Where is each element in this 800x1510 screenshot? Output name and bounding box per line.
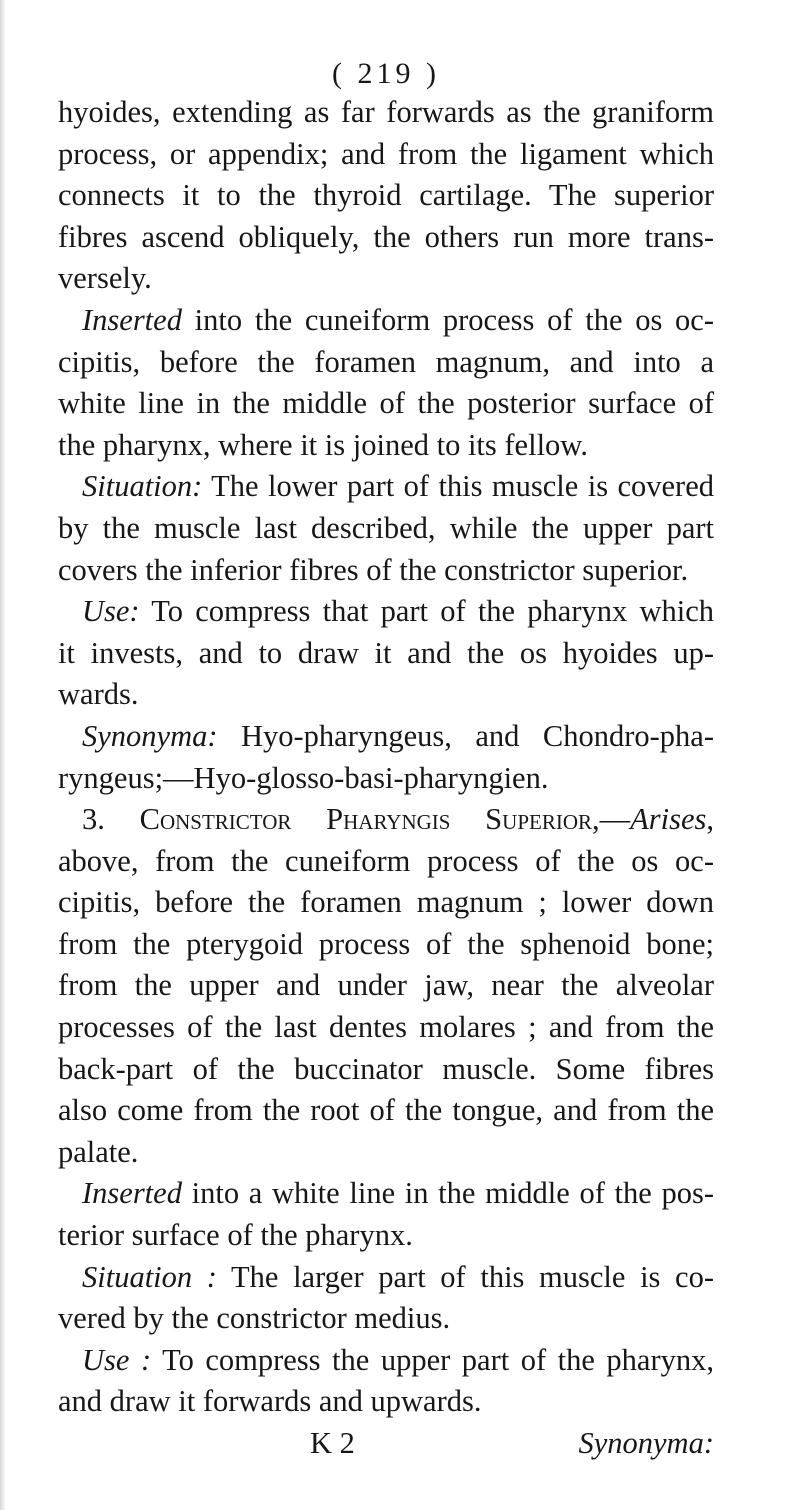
italic-text: Situation:: [82, 469, 203, 504]
text-segment: hyoides, extending as far forwards as the graniform: [58, 95, 714, 129]
text-line: [58, 1257, 714, 1299]
text-line: [58, 134, 714, 176]
text-segment: cipitis, before the foramen magnum, and into a: [58, 344, 714, 379]
text-line: [58, 550, 714, 592]
text-segment: ,: [706, 802, 714, 837]
text-segment: To compress that part of the pharynx which: [139, 594, 714, 629]
text-segment: wards.: [58, 677, 139, 712]
text-line: [58, 258, 714, 300]
text-segment: Hyo-pharyngeus, and Chondro-pha-: [217, 718, 714, 753]
text-line: [58, 383, 714, 425]
text-segment: and draw it forwards and upwards.: [58, 1384, 482, 1419]
text-segment: it invests, and to draw it and the os hyoides up-: [58, 635, 714, 670]
text-line: [58, 924, 714, 966]
text-line: [58, 300, 714, 342]
text-line: [58, 175, 714, 217]
text-line: [58, 1049, 714, 1091]
page-edge-shadow: [0, 0, 6, 1510]
text-segment: covers the inferior fibres of the constrictor superior.: [58, 552, 689, 587]
text-segment: processes of the last dentes molares ; and from the: [58, 1010, 714, 1045]
signature-mark: K 2: [310, 1426, 355, 1460]
italic-text: Use :: [82, 1342, 152, 1377]
text-line: [58, 508, 714, 550]
text-line: [58, 1007, 714, 1049]
text-segment: into a white line in the middle of the pos-: [181, 1176, 714, 1211]
page-number: ( 219 ): [332, 57, 440, 90]
italic-text: Inserted: [82, 1176, 182, 1211]
text-line: [58, 217, 714, 259]
text-segment: The lower part of this muscle is covered: [202, 469, 714, 504]
text-segment: the pharynx, where it is joined to its fellow.: [58, 427, 588, 462]
italic-text: Situation :: [82, 1259, 217, 1294]
page-footer: [58, 1423, 714, 1465]
text-line: [58, 1090, 714, 1132]
text-segment: 3.: [82, 802, 140, 837]
text-line: [58, 674, 714, 716]
text-line: [58, 342, 714, 384]
text-line: [58, 591, 714, 633]
text-line: [58, 92, 714, 134]
text-line: [58, 466, 714, 508]
text-segment: vered by the constrictor medius.: [58, 1301, 451, 1336]
text-segment: fibres ascend obliquely, the others run more trans-: [58, 219, 714, 254]
text-line: [58, 1132, 714, 1174]
italic-text: Inserted: [82, 302, 182, 337]
smallcaps-heading: Constrictor Pharyngis Superior: [139, 802, 592, 837]
italic-text: Use:: [82, 594, 140, 629]
text-line: [58, 841, 714, 883]
text-line: [58, 1340, 714, 1382]
text-segment: ryngeus;—Hyo-glosso-basi-pharyngien.: [58, 760, 549, 795]
text-line: [58, 633, 714, 675]
text-line: [58, 965, 714, 1007]
text-block: [58, 56, 714, 1465]
text-segment: white line in the middle of the posterior surface of: [58, 386, 714, 421]
text-line: [58, 1215, 714, 1257]
text-line: [58, 1173, 714, 1215]
catchword: Synonyma:: [578, 1426, 714, 1460]
text-segment: To compress the upper part of the pharynx,: [151, 1342, 714, 1377]
text-line: [58, 1381, 714, 1423]
text-segment: by the muscle last described, while the upper part: [58, 510, 714, 545]
text-line: [58, 799, 714, 841]
italic-text: Synonyma:: [82, 718, 218, 753]
text-segment: from the pterygoid process of the sphenoid bone;: [58, 926, 714, 961]
text-line: [58, 1298, 714, 1340]
text-segment: cipitis, before the foramen magnum ; lower down: [58, 885, 714, 920]
text-segment: terior surface of the pharynx.: [58, 1218, 413, 1253]
text-segment: connects it to the thyroid cartilage. The superior: [58, 178, 714, 213]
text-segment: The larger part of this muscle is co-: [216, 1259, 714, 1294]
text-segment: process, or appendix; and from the ligament which: [58, 136, 714, 171]
text-segment: above, from the cuneiform process of the os oc-: [58, 843, 714, 878]
text-segment: from the upper and under jaw, near the alveolar: [58, 968, 714, 1003]
text-line: [58, 716, 714, 758]
body-text: [58, 92, 714, 1423]
text-segment: also come from the root of the tongue, and from the: [58, 1093, 714, 1128]
text-segment: back-part of the buccinator muscle. Some fibres: [58, 1051, 714, 1086]
text-segment: into the cuneiform process of the os oc-: [181, 302, 714, 337]
text-segment: versely.: [58, 261, 152, 296]
text-line: [58, 425, 714, 467]
text-line: [58, 882, 714, 924]
text-segment: palate.: [58, 1134, 139, 1169]
text-segment: ,—: [592, 802, 631, 837]
text-line: [58, 758, 714, 800]
italic-text: Arises: [630, 802, 707, 837]
